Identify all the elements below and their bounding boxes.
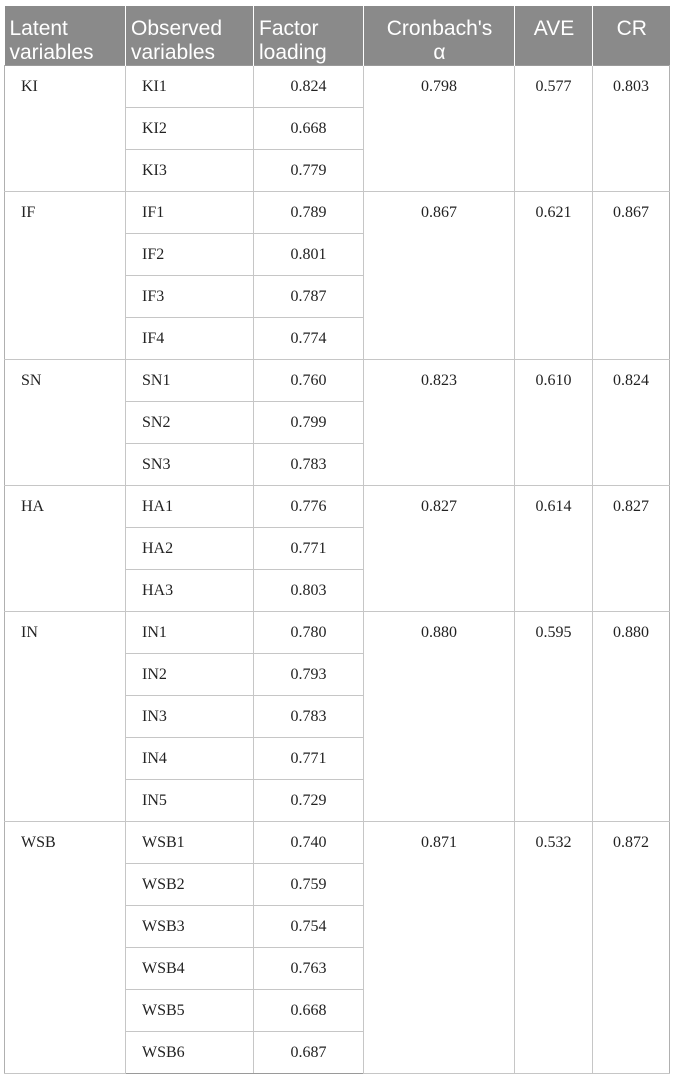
factor-loading-cell: 0.771 — [254, 738, 364, 780]
cronbachs-alpha-cell: 0.823 — [364, 360, 515, 486]
factor-loading-cell: 0.729 — [254, 780, 364, 822]
factor-loading-cell: 0.754 — [254, 906, 364, 948]
latent-variable-cell: KI — [5, 66, 126, 192]
cronbachs-alpha-cell: 0.871 — [364, 822, 515, 1074]
header-ave: AVE — [515, 6, 593, 66]
observed-variable-cell: SN3 — [126, 444, 254, 486]
observed-variable-cell: WSB1 — [126, 822, 254, 864]
ave-cell: 0.610 — [515, 360, 593, 486]
table-row — [5, 66, 670, 108]
factor-loading-cell: 0.787 — [254, 276, 364, 318]
table-row — [5, 822, 670, 864]
observed-variable-cell: WSB5 — [126, 990, 254, 1032]
cr-cell: 0.867 — [593, 192, 670, 360]
factor-loading-cell: 0.668 — [254, 990, 364, 1032]
cr-cell: 0.827 — [593, 486, 670, 612]
header-row — [5, 6, 670, 66]
observed-variable-cell: HA3 — [126, 570, 254, 612]
header-latent-variables: Latent variables — [5, 6, 126, 66]
cronbachs-alpha-cell: 0.880 — [364, 612, 515, 822]
observed-variable-cell: IF3 — [126, 276, 254, 318]
table-body — [5, 66, 670, 1074]
factor-loading-cell: 0.783 — [254, 444, 364, 486]
factor-loading-cell: 0.763 — [254, 948, 364, 990]
cr-cell: 0.824 — [593, 360, 670, 486]
header-cronbachs-alpha: Cronbach's α — [364, 6, 515, 66]
observed-variable-cell: IN5 — [126, 780, 254, 822]
observed-variable-cell: WSB6 — [126, 1032, 254, 1074]
header-cr: CR — [593, 6, 670, 66]
table-row — [5, 486, 670, 528]
factor-loading-cell: 0.803 — [254, 570, 364, 612]
factor-loading-cell: 0.740 — [254, 822, 364, 864]
table-row — [5, 360, 670, 402]
factor-loading-cell: 0.789 — [254, 192, 364, 234]
factor-loading-cell: 0.776 — [254, 486, 364, 528]
table-row — [5, 612, 670, 654]
latent-variable-cell: IN — [5, 612, 126, 822]
reliability-table — [4, 6, 670, 1074]
observed-variable-cell: WSB2 — [126, 864, 254, 906]
table-header — [5, 6, 670, 66]
factor-loading-cell: 0.760 — [254, 360, 364, 402]
observed-variable-cell: HA2 — [126, 528, 254, 570]
cr-cell: 0.880 — [593, 612, 670, 822]
factor-loading-cell: 0.759 — [254, 864, 364, 906]
factor-loading-cell: 0.780 — [254, 612, 364, 654]
observed-variable-cell: WSB4 — [126, 948, 254, 990]
observed-variable-cell: WSB3 — [126, 906, 254, 948]
factor-loading-cell: 0.799 — [254, 402, 364, 444]
latent-variable-cell: SN — [5, 360, 126, 486]
observed-variable-cell: IF1 — [126, 192, 254, 234]
observed-variable-cell: SN2 — [126, 402, 254, 444]
observed-variable-cell: IN1 — [126, 612, 254, 654]
cronbachs-alpha-cell: 0.798 — [364, 66, 515, 192]
cronbachs-alpha-cell: 0.827 — [364, 486, 515, 612]
factor-loading-cell: 0.783 — [254, 696, 364, 738]
ave-cell: 0.621 — [515, 192, 593, 360]
ave-cell: 0.614 — [515, 486, 593, 612]
observed-variable-cell: KI2 — [126, 108, 254, 150]
observed-variable-cell: IF4 — [126, 318, 254, 360]
cr-cell: 0.872 — [593, 822, 670, 1074]
observed-variable-cell: IN4 — [126, 738, 254, 780]
factor-loading-cell: 0.687 — [254, 1032, 364, 1074]
ave-cell: 0.595 — [515, 612, 593, 822]
factor-loading-cell: 0.774 — [254, 318, 364, 360]
observed-variable-cell: KI3 — [126, 150, 254, 192]
header-observed-variables: Observed variables — [126, 6, 254, 66]
table-row — [5, 192, 670, 234]
observed-variable-cell: KI1 — [126, 66, 254, 108]
ave-cell: 0.577 — [515, 66, 593, 192]
observed-variable-cell: IN2 — [126, 654, 254, 696]
factor-loading-cell: 0.801 — [254, 234, 364, 276]
observed-variable-cell: SN1 — [126, 360, 254, 402]
latent-variable-cell: WSB — [5, 822, 126, 1074]
factor-loading-cell: 0.668 — [254, 108, 364, 150]
observed-variable-cell: HA1 — [126, 486, 254, 528]
factor-loading-cell: 0.779 — [254, 150, 364, 192]
latent-variable-cell: HA — [5, 486, 126, 612]
observed-variable-cell: IF2 — [126, 234, 254, 276]
cronbachs-alpha-cell: 0.867 — [364, 192, 515, 360]
latent-variable-cell: IF — [5, 192, 126, 360]
header-factor-loading: Factor loading — [254, 6, 364, 66]
factor-loading-cell: 0.824 — [254, 66, 364, 108]
ave-cell: 0.532 — [515, 822, 593, 1074]
observed-variable-cell: IN3 — [126, 696, 254, 738]
factor-loading-cell: 0.793 — [254, 654, 364, 696]
cr-cell: 0.803 — [593, 66, 670, 192]
factor-loading-cell: 0.771 — [254, 528, 364, 570]
